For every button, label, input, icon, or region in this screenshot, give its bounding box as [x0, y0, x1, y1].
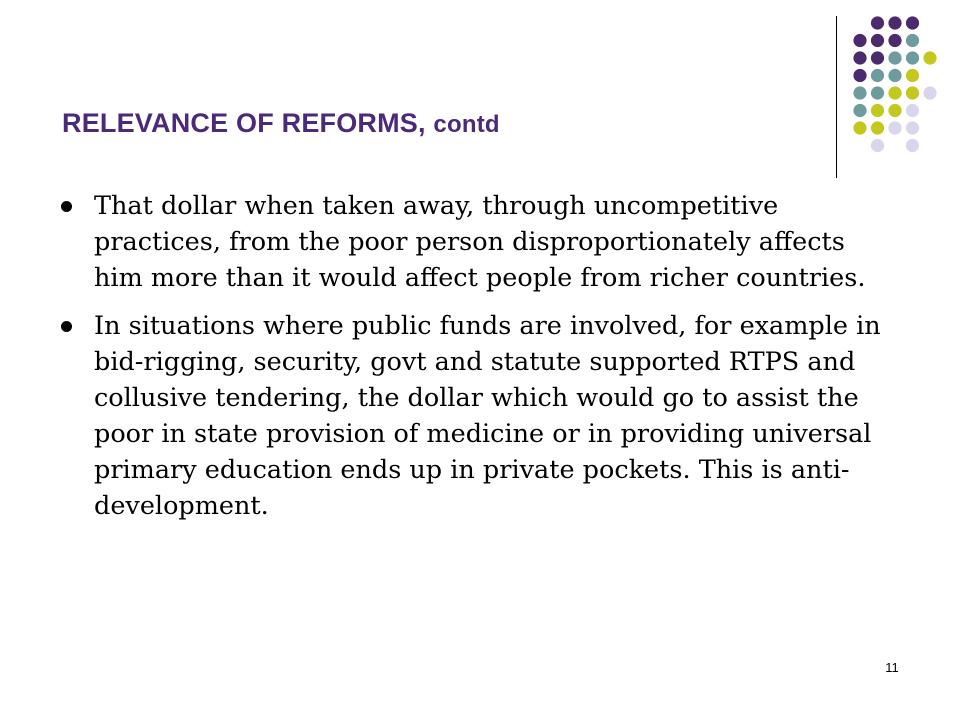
decorative-dot: [871, 121, 884, 134]
decorative-dot: [906, 51, 919, 64]
decorative-dot: [853, 104, 866, 117]
bullet-item: [94, 188, 894, 296]
decorative-dot: [923, 51, 936, 64]
page-number: 11: [885, 660, 899, 675]
decorative-dot: [871, 139, 884, 152]
bullet-dot-icon: [61, 321, 72, 332]
decorative-dot: [906, 34, 919, 47]
decorative-dot: [871, 86, 884, 99]
title-suffix: contd: [433, 111, 500, 138]
decorative-dot: [871, 16, 884, 29]
decorative-dot: [888, 121, 901, 134]
bullet-item: [94, 308, 894, 524]
decorative-dot: [923, 86, 936, 99]
decorative-dot: [871, 69, 884, 82]
decorative-dot: [871, 51, 884, 64]
bullet-text: In situations where public funds are involved, for example in bid-rigging, security, govt and statute supported RTPS and collusive tendering, the dollar which would go to assist the poor in state provision of medicine or in providing universal primary education ends up in private pockets. This is anti-development.: [94, 311, 881, 521]
decorative-dot: [853, 86, 866, 99]
title-main: RELEVANCE OF REFORMS,: [62, 108, 426, 138]
decorative-dot: [888, 69, 901, 82]
bullet-text: That dollar when taken away, through uncompetitive practices, from the poor person disproportionately affects him more than it would affect people from richer countries.: [94, 191, 866, 293]
bullet-dot-icon: [61, 201, 72, 212]
decorative-dot: [906, 139, 919, 152]
vertical-divider: [836, 16, 837, 178]
decorative-dot: [906, 86, 919, 99]
decorative-dot: [906, 16, 919, 29]
decorative-dot: [888, 104, 901, 117]
bullet-list: [94, 188, 894, 536]
decorative-dot: [888, 16, 901, 29]
decorative-dot: [888, 34, 901, 47]
decorative-dot: [853, 51, 866, 64]
decorative-dot: [871, 104, 884, 117]
decorative-dot: [853, 69, 866, 82]
decorative-dot: [853, 121, 866, 134]
decorative-dot: [906, 104, 919, 117]
decorative-dot: [853, 34, 866, 47]
decorative-dot: [906, 69, 919, 82]
decorative-dot: [871, 34, 884, 47]
decorative-dot: [888, 86, 901, 99]
decorative-dot: [888, 51, 901, 64]
decorative-dot: [906, 121, 919, 134]
slide-title: [62, 108, 500, 139]
